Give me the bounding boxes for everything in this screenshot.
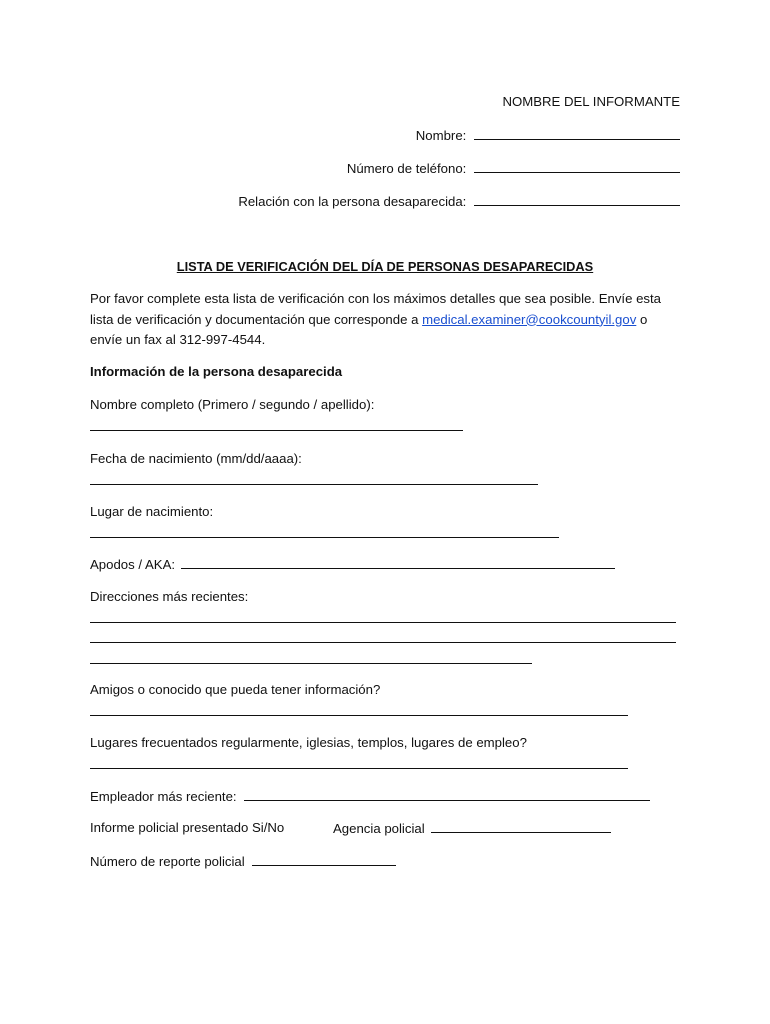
informant-phone-label: Número de teléfono: [346, 161, 467, 176]
friends-field[interactable] [90, 715, 628, 716]
friends-label: Amigos o conocido que pueda tener información? [90, 682, 381, 697]
nicknames-row [90, 556, 615, 572]
employer-field[interactable] [244, 788, 650, 801]
places-label: Lugares frecuentados regularmente, iglesias, templos, lugares de empleo? [90, 735, 527, 750]
informant-phone-row [347, 160, 680, 176]
section-heading: Información de la persona desaparecida [90, 364, 343, 379]
report-number-row [90, 853, 396, 869]
police-report-label: Informe policial presentado Si/No [90, 820, 285, 835]
intro-text-before-link: Por favor complete esta lista de verificación con los máximos detalles que sea posible. Envíe esta lista de verificación y documentación que corresponde a [90, 291, 662, 327]
informant-heading: NOMBRE DEL INFORMANTE [502, 94, 680, 109]
intro-paragraph [90, 289, 680, 351]
addresses-label: Direcciones más recientes: [90, 589, 249, 604]
addresses-field-line-3[interactable] [90, 663, 532, 664]
informant-relation-row [238, 193, 680, 209]
birth-place-field[interactable] [90, 537, 559, 538]
checklist-title: LISTA DE VERIFICACIÓN DEL DÍA DE PERSONAS DESAPARECIDAS [176, 259, 594, 274]
nicknames-label: Apodos / AKA: [90, 557, 176, 572]
full-name-field[interactable] [90, 430, 463, 431]
addresses-field-line-2[interactable] [90, 642, 676, 643]
informant-name-field[interactable] [474, 127, 680, 140]
nicknames-field[interactable] [181, 556, 615, 569]
informant-name-row [416, 127, 680, 143]
birth-place-label: Lugar de nacimiento: [90, 504, 214, 519]
police-agency-row [333, 820, 611, 836]
full-name-label: Nombre completo (Primero / segundo / apellido): [90, 397, 375, 412]
police-agency-field[interactable] [431, 820, 611, 833]
intro-text-after-link: o envíe un fax al 312-997-4544. [90, 311, 648, 347]
employer-label: Empleador más reciente: [90, 789, 237, 804]
report-number-label: Número de reporte policial [90, 854, 245, 869]
report-number-field[interactable] [252, 853, 396, 866]
police-agency-label: Agencia policial [333, 821, 425, 836]
birth-date-field[interactable] [90, 484, 538, 485]
informant-name-label: Nombre: [415, 128, 467, 143]
email-link[interactable]: medical.examiner@cookcountyil.gov [422, 311, 637, 327]
birth-date-label: Fecha de nacimiento (mm/dd/aaaa): [90, 451, 302, 466]
informant-relation-label: Relación con la persona desaparecida: [238, 194, 467, 209]
informant-phone-field[interactable] [474, 160, 680, 173]
informant-relation-field[interactable] [474, 193, 680, 206]
places-field[interactable] [90, 768, 628, 769]
addresses-field-line-1[interactable] [90, 622, 676, 623]
employer-row [90, 788, 650, 804]
